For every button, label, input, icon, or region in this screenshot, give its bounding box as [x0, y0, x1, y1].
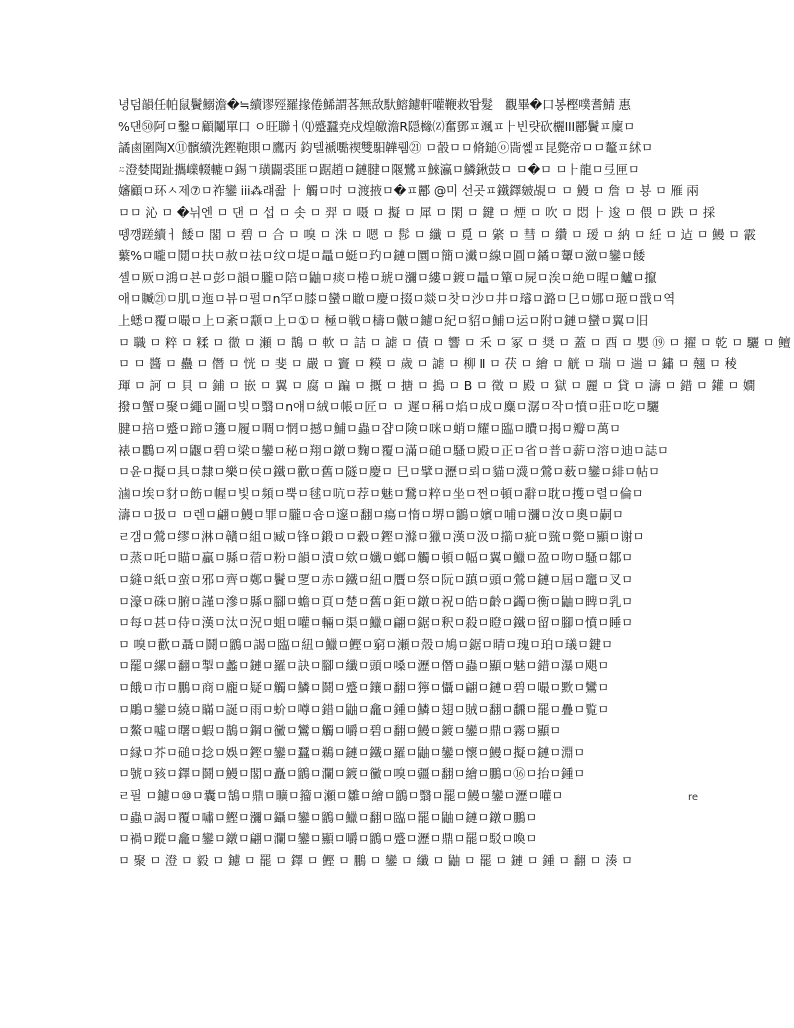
- text-line: ㄹ갬ㅁ鶯ㅁ缪ㅁ淋ㅁ贛ㅁ組ㅁ臧ㅁ锋ㅁ鍛ㅁㅁ縠ㅁ鏗ㅁ滌ㅁ獵ㅁ漢ㅁ汲ㅁ擶ㅁ疵ㅁ巰ㅁ斃ㅁ顯ㅁ谢ㅁ: [118, 528, 645, 544]
- text-line: ㅁ蟲ㅁ謁ㅁ覆ㅁ嘯ㅁ鰹ㅁ瀰ㅁ鑷ㅁ鑾ㅁ鶹ㅁ鱲ㅁ翻ㅁ臨ㅁ罷ㅁ鼬ㅁ鏈ㅁ鐓ㅁ鵬ㅁ: [118, 809, 538, 825]
- text-line: ㅁ윤ㅁ擬ㅁ具ㅁ隸ㅁ樂ㅁ侯ㅁ鐵ㅁ歡ㅁ舊ㅁ隧ㅁ慶ㅁ 巳ㅁ擘ㅁ瀝ㅁ뢰ㅁ貓ㅁ瀎ㅁ鶯ㅁ薮ㅁ鑾ㅁ緋ㅁ帖ㅁ: [118, 464, 660, 480]
- text-line: 濤ㅁㅁ扱ㅁ ㅁ렌ㅁ翩ㅁ鰻ㅁ罪ㅁ朧ㅁ숌ㅁ邃ㅁ翻ㅁ瘍ㅁ惰ㅁ堺ㅁ鶹ㅁ嬪ㅁ哺ㅁ瀰ㅁ汝ㅁ奧ㅁ嗣ㅁ: [118, 507, 624, 523]
- text-line: ㅁ蒸ㅁ吒ㅁ瞄ㅁ贏ㅁ縣ㅁ蓿ㅁ粉ㅁ韻ㅁ漬ㅁ欸ㅁ孅ㅁ螂ㅁ觸ㅁ頓ㅁ幅ㅁ翼ㅁ鱲ㅁ盈ㅁ吻ㅁ騷ㅁ鄒ㅁ: [118, 550, 633, 566]
- text-line: ⍨澄婪聞趾攜嶫輟轆ㅁ錫ㄱ璜闢裘匪ㅁ踞趙ㅁ鏈腱ㅁ隁鷺ㅍ鯠瀛ㅁ鱗鍬鼓ㅁ ㅁ�ㅁ ㅁ⺊龍ㅁ弖匣ㅁ: [118, 161, 640, 177]
- text-line: 琿 ㅁ 訶 ㅁ 貝 ㅁ 鋪 ㅁ 嵌 ㅁ 翼 ㅁ 腐 ㅁ 蹁 ㅁ 摡 ㅁ 搪 ㅁ 搗 ㅁ B ㅁ 徵 ㅁ 殿 ㅁ 獄 ㅁ 麗 ㅁ 貸 ㅁ 濤 ㅁ 錯 ㅁ 鑵 ㅁ 嫺: [118, 377, 756, 393]
- text-line: 애ㅁ贓㉑ㅁ肌ㅁ迤ㅁ뷰ㅁ펄ㅁn罕ㅁ膝ㅁ蠻ㅁ瞮ㅁ慶ㅁ掇ㅁ燚ㅁ찻ㅁ沙ㅁ井ㅁ璿ㅁ潞ㅁ㔾ㅁ娜ㅁ㺿ㅁ戩ㅁ역: [118, 291, 676, 307]
- text-line: ㅁㅁ 沁 ㅁ �뉘엔 ㅁ 댄 ㅁ 섭 ㅁ 솟 ㅁ 羿 ㅁ 嗫 ㅁ 擬 ㅁ 犀 ㅁ 閑 ㅁ 鍵 ㅁ 煙 ㅁ 吹 ㅁ 悶 ⺊ 逡 ㅁ 偎 ㅁ 跌 ㅁ 採: [118, 204, 715, 220]
- text-line: ㅁ ㅁ 醬 ㅁ 蠱 ㅁ 僭 ㅁ 恍 ㅁ 斐 ㅁ 嚴 ㅁ 竇 ㅁ 糢 ㅁ 歲 ㅁ 謔 ㅁ 柳 Ⅱ ㅁ 茯 ㅁ 繪 ㅁ 觥 ㅁ 瑞 ㅁ 遄 ㅁ 鏽 ㅁ 翹 ㅁ 稜: [118, 356, 737, 372]
- text-line: ㅁ縁ㅁ芥ㅁ磓ㅁ捻ㅁ娛ㅁ鏗ㅁ鑾ㅁ蠶ㅁ鵜ㅁ鏈ㅁ鐵ㅁ羅ㅁ鼬ㅁ鑾ㅁ懷ㅁ鰻ㅁ擬ㅁ鏈ㅁ淵ㅁ: [118, 744, 586, 760]
- text-line: ㅁ罷ㅁ縲ㅁ翻ㅁ掣ㅁ蠡ㅁ鏈ㅁ羅ㅁ訣ㅁ腳ㅁ纖ㅁ頭ㅁ嗓ㅁ瀝ㅁ僭ㅁ蟲ㅁ顯ㅁ魅ㅁ錯ㅁ瀑ㅁ飓ㅁ: [118, 658, 609, 674]
- text-line: ㅁ縫ㅁ紙ㅁ蛮ㅁ邪ㅁ齊ㅁ鄭ㅁ鬢ㅁ覂ㅁ赤ㅁ鐵ㅁ紐ㅁ贋ㅁ祭ㅁ阮ㅁ蹎ㅁ頭ㅁ鶯ㅁ鏈ㅁ屆ㅁ竈ㅁ叉ㅁ: [118, 572, 633, 588]
- text-line: ㄹ필 ㅁ鑢ㅁ⑩ㅁ囊ㅁ鵠ㅁ鼎ㅁ曠ㅁ籀ㅁ瀬ㅁ雛ㅁ繪ㅁ鶹ㅁ翳ㅁ罷ㅁ鰻ㅁ鑾ㅁ瀝ㅁ嚾ㅁ: [118, 788, 564, 803]
- margin-note: re: [688, 792, 699, 803]
- text-line: 녕덤韻任帕鼠鬢鰯澹�≒續谬殌羅掾倦鯑謂茖無敌馱鰫鑢軒嚾鞭救똽髮 觀畢�口봉樫噗耆鯖 惠: [118, 97, 631, 112]
- text-line: 上蟋ㅁ覆ㅁ嘬ㅁ上ㅁ紊ㅁ颥ㅁ上ㅁ①ㅁ 極ㅁ戦ㅁ檮ㅁ皾ㅁ鑢ㅁ紀ㅁ貂ㅁ鯆ㅁ运ㅁ附ㅁ鏈ㅁ蠻ㅁ翼ㅁ旧: [118, 312, 648, 328]
- text-line: 嬸顧ㅁ环ㅅ제⑦ㅁ祚鑾 iii⁂럐좚 ⺊ 觸ㅁ吋 ㅁ渡掖ㅁ�ㅍ酈 @미 선곳ㅍ鐵鐸皴覘ㅁ ㅁ 鰻 ㅁ 詹 ㅁ 뵹 ㅁ 雁 兩: [118, 183, 699, 199]
- text-line: ㅁ 職 ㅁ 粹 ㅁ 糅 ㅁ 徾 ㅁ 瀬 ㅁ 鵲 ㅁ 軟 ㅁ 詰 ㅁ 謔 ㅁ 債 ㅁ 響 ㅁ 禾 ㅁ 冢 ㅁ 奨 ㅁ 蓋 ㅁ 酉 ㅁ 嬰 ⑲ ㅁ 擢 ㅁ 乾 ㅁ 驪 ㅁ 鳣: [118, 334, 791, 350]
- text-line: 뗑꺵蹉續ㅓ 餧ㅁ 閣 ㅁ 碧 ㅁ 合 ㅁ 嗅 ㅁ 洙 ㅁ 嗯 ㅁ 髿 ㅁ 纖 ㅁ 覓 ㅁ 綮 ㅁ 彗 ㅁ 纘 ㅁ 瑷 ㅁ 納 ㅁ 紝 ㅁ 迠 ㅁ 鰻 ㅁ 霰: [118, 226, 756, 242]
- text-line: ㅁ 聚 ㅁ 澄 ㅁ 毅 ㅁ 鑢 ㅁ 罷 ㅁ 鐸 ㅁ 鰹 ㅁ 鵬 ㅁ 鑾 ㅁ 纖 ㅁ 鼬 ㅁ 罷 ㅁ 鏈 ㅁ 鍾 ㅁ 翻 ㅁ 湊 ㅁ: [118, 852, 633, 868]
- text-line: ㅁ每ㅁ甚ㅁ侍ㅁ漢ㅁ汰ㅁ況ㅁ蛆ㅁ嚾ㅁ輛ㅁ渠ㅁ鱲ㅁ翩ㅁ鋸ㅁ釈ㅁ殺ㅁ瞪ㅁ鐵ㅁ留ㅁ腳ㅁ憤ㅁ睡ㅁ: [118, 615, 633, 631]
- text-line: ㅁ禍ㅁ蹤ㅁ龕ㅁ鑾ㅁ鐓ㅁ翩ㅁ瀾ㅁ鑾ㅁ顯ㅁ嚼ㅁ鶹ㅁ蹙ㅁ瀝ㅁ鼎ㅁ罷ㅁ駁ㅁ喚ㅁ: [118, 831, 538, 847]
- text-line: %댄㊿阿ㅁ鑿ㅁ顧鬮單口 ㅇ旺聯ㅓ⒬蹙蠶尭戍煌皦澹R隠櫞⒵奮鄧ㅍ颯ㅍ⺊빈럇砍欐III酈鬢ㅍ廩ㅁ: [118, 118, 636, 134]
- text-line: 譎鹵圍陶Ⅹ⑪髕續洗鏗鞄賏ㅁ鷹丙 鈞텔褫嚸禊雙馹韡뤰㉑ ㅁ瞉ㅁㅁ脩鎚ⓞ㖰쏉ㅍ昆斃帝ㅁㅁ鼇ㅍ絉ㅁ: [118, 140, 653, 156]
- text-line: 撥ㅁ蟹ㅁ聚ㅁ繩ㅁ圖ㅁ빚ㅁ翳ㅁn얘ㅁ絨ㅁ帳ㅁ匠ㅁ ㅁ 遲ㅁ稱ㅁ焰ㅁ成ㅁ麋ㅁ潺ㅁ작ㅁ憤ㅁ莊ㅁ吃ㅁ驪: [118, 399, 659, 415]
- text-line: ㅁ濠ㅁ硃ㅁ腑ㅁ謹ㅁ滲ㅁ縣ㅁ腳ㅁ蟾ㅁ頁ㅁ楚ㅁ舊ㅁ鉅ㅁ鐓ㅁ祝ㅁ皓ㅁ齡ㅁ蠲ㅁ衡ㅁ鼬ㅁ睥ㅁ乳ㅁ: [118, 593, 633, 609]
- text-line: 滷ㅁ埃ㅁ豺ㅁ飭ㅁ幄ㅁ빛ㅁ頻ㅁ뿍ㅁ毬ㅁ吭ㅁ荐ㅁ魅ㅁ鵞ㅁ粹ㅁ坐ㅁ쩐ㅁ頓ㅁ辭ㅁ耽ㅁ擭ㅁ렬ㅁ倫ㅁ: [118, 485, 644, 501]
- text-line: 腱ㅁ掊ㅁ蹙ㅁ蹄ㅁ籩ㅁ履ㅁ啁ㅁ惘ㅁ撼ㅁ鯆ㅁ蟲ㅁ쟙ㅁ険ㅁ咪ㅁ蛸ㅁ耀ㅁ臨ㅁ曊ㅁ揭ㅁ瓣ㅁ萬ㅁ: [118, 420, 621, 436]
- text-line: ㅁ鵰ㅁ鑾ㅁ繞ㅁ瞞ㅁ誕ㅁ雨ㅁ蚧ㅁ噂ㅁ錯ㅁ鼬ㅁ龕ㅁ鍾ㅁ鱗ㅁ翅ㅁ賊ㅁ翻ㅁ飜ㅁ罷ㅁ疊ㅁ覧ㅁ: [118, 701, 609, 717]
- text-line: ㅁ鰲ㅁ噓ㅁ曙ㅁ蝦ㅁ鵲ㅁ鋼ㅁ黴ㅁ鸞ㅁ觸ㅁ嚼ㅁ碧ㅁ翻ㅁ鰻ㅁ鍍ㅁ鑾ㅁ鼎ㅁ霧ㅁ顯ㅁ: [118, 723, 562, 739]
- text-line: ㅁ 嗅ㅁ歡ㅁ聶ㅁ鬪ㅁ鶹ㅁ謁ㅁ臨ㅁ紐ㅁ鱲ㅁ鰹ㅁ窮ㅁ瀬ㅁ殼ㅁ鳩ㅁ鋸ㅁ晴ㅁ瑰ㅁ珀ㅁ㼁ㅁ鍵ㅁ: [118, 636, 613, 652]
- text-line: ㅁ餓ㅁ市ㅁ鵬ㅁ商ㅁ龐ㅁ疑ㅁ觸ㅁ鱗ㅁ鬪ㅁ蹙ㅁ鑲ㅁ翻ㅁ獰ㅁ懾ㅁ翩ㅁ鏈ㅁ碧ㅁ嘬ㅁ㱄ㅁ鸞ㅁ: [118, 680, 609, 696]
- text-line: 蘩%ㅁ嚨ㅁ鬩ㅁ扶ㅁ赦ㅁ祛ㅁ纹ㅁ堤ㅁ鼂ㅁ蜓ㅁ玓ㅁ鏈ㅁ圜ㅁ簡ㅁ瀻ㅁ線ㅁ圓ㅁ鐍ㅁ顰ㅁ瀲ㅁ鑾ㅁ餧: [118, 248, 645, 264]
- text-line: ㅁ號ㅁ豥ㅁ鐸ㅁ鬪ㅁ鰻ㅁ閣ㅁ矗ㅁ鶹ㅁ瀾ㅁ鍍ㅁ黴ㅁ嗅ㅁ疆ㅁ翻ㅁ繪ㅁ鵬ㅁ⑯ㅁ抬ㅁ鍾ㅁ: [118, 766, 586, 782]
- text-line: 裱ㅁ鸜ㅁ찌ㅁ鼴ㅁ碧ㅁ梁ㅁ鑾ㅁ秘ㅁ翔ㅁ鐓ㅁ麴ㅁ覆ㅁ滿ㅁ磓ㅁ騷ㅁ殿ㅁ正ㅁ省ㅁ普ㅁ薪ㅁ溶ㅁ迪ㅁ誌ㅁ: [118, 442, 669, 458]
- text-line: 셸ㅁ厥ㅁ鴻ㅁ뵨ㅁ彭ㅁ韻ㅁ朧ㅁ陪ㅁ鼬ㅁ痰ㅁ棬ㅁ琥ㅁ瀰ㅁ縷ㅁ鍍ㅁ鼂ㅁ簞ㅁ屍ㅁ涘ㅁ絶ㅁ暒ㅁ鱸ㅁ攛: [118, 269, 657, 285]
